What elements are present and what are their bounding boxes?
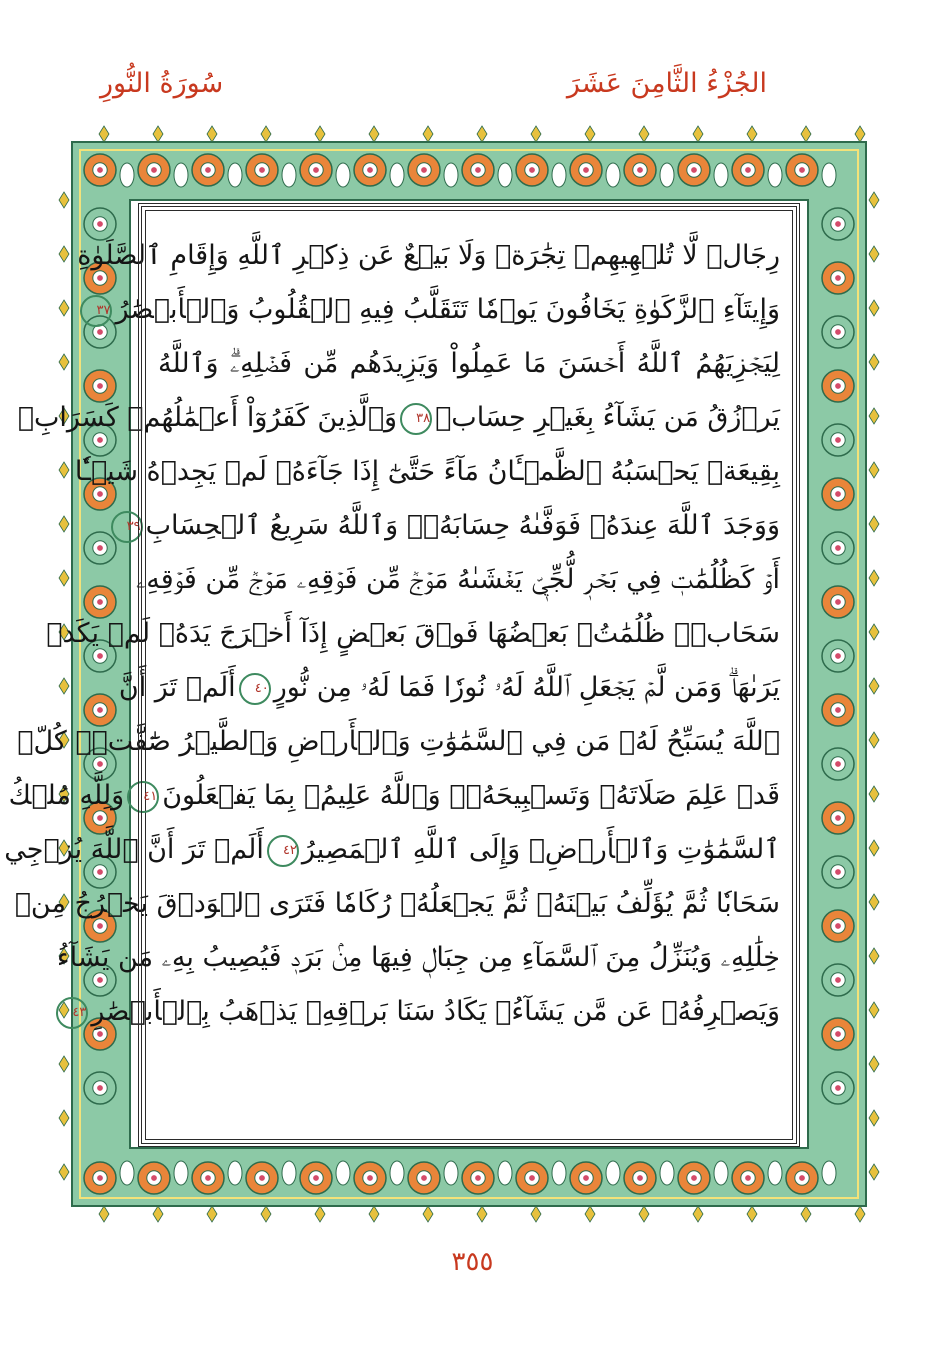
verse-text: وَلِلَّهِ مُلۡكُ (8, 780, 125, 811)
verse-text: وَوَجَدَ ٱللَّهَ عِندَهُۥ فَوَفَّىٰهُ حِسَابَهُۥۗ وَٱللَّهُ سَرِيعُ ٱلۡحِسَابِ (145, 510, 780, 541)
ayah-number-marker: ٤١ (127, 781, 159, 813)
verse-line (136, 553, 780, 607)
verse-line (17, 391, 780, 445)
verse-panel (4, 210, 793, 1140)
verse-line (4, 823, 780, 877)
verse-text: ٱلسَّمَٰوَٰتِ وَٱلۡأَرۡضِۖ وَإِلَى ٱللَّهِ ٱلۡمَصِيرُ (301, 834, 780, 865)
verse-text: وَٱلَّذِينَ كَفَرُوٓاْ أَعۡمَٰلُهُمۡ كَسَرَابِۭ (17, 402, 398, 433)
ayah-number-marker: ٣٧ (80, 295, 112, 327)
verse-line (56, 931, 780, 985)
ayah-number-marker: ٣٨ (400, 403, 432, 435)
ayah-number-marker: ٤٢ (267, 835, 299, 867)
verse-line (8, 769, 780, 823)
verse-text: أَوۡ كَظُلُمَٰتٖ فِي بَحۡرٖ لُّجِّيّٖ يَغۡشَىٰهُ مَوۡجٞ مِّن فَوۡقِهِۦ مَوۡجٞ مِّن فَوۡقِهِۦ (136, 564, 780, 595)
verse-text: وَإِيتَآءِ ٱلزَّكَوٰةِ يَخَافُونَ يَوۡمٗا تَتَقَلَّبُ فِيهِ ٱلۡقُلُوبُ وَٱلۡأَبۡصَٰرُ (115, 294, 780, 325)
verse-line (118, 661, 780, 715)
surah-title: سُورَةُ النُّورِ (100, 68, 224, 99)
verse-text: بِقِيعَةٖ يَحۡسَبُهُ ٱلظَّمۡـَٔانُ مَآءً حَتَّىٰٓ إِذَا جَآءَهُۥ لَمۡ يَجِدۡهُ شَيۡـٔٗا (74, 456, 780, 487)
verse-text: أَلَمۡ تَرَ أَنَّ (118, 672, 236, 703)
verse-line (158, 337, 780, 391)
verse-text: ٱللَّهَ يُسَبِّحُ لَهُۥ مَن فِي ٱلسَّمَٰوَٰتِ وَٱلۡأَرۡضِ وَٱلطَّيۡرُ صَٰٓفَّٰتٖۖ كُلّٞ (17, 726, 780, 757)
ayah-number-marker: ٤٠ (239, 673, 271, 705)
verse-text: أَلَمۡ تَرَ أَنَّ ٱللَّهَ يُزۡجِي (4, 834, 264, 865)
verse-line (126, 499, 780, 553)
verse-text: رِجَالٞ لَّا تُلۡهِيهِمۡ تِجَٰرَةٞ وَلَا بَيۡعٌ عَن ذِكۡرِ ٱللَّهِ وَإِقَامِ ٱلصَّلَوٰةِ (77, 240, 780, 271)
verse-text: يَرَىٰهَاۗ وَمَن لَّمۡ يَجۡعَلِ ٱللَّهُ لَهُۥ نُورٗا فَمَا لَهُۥ مِن نُّورٍ (273, 672, 780, 703)
verse-line (14, 877, 780, 931)
page-number: ٣٥٥ (451, 1247, 494, 1277)
verse-text: قَدۡ عَلِمَ صَلَاتَهُۥ وَتَسۡبِيحَهُۥۗ وَٱللَّهُ عَلِيمُۢ بِمَا يَفۡعَلُونَ (162, 780, 780, 811)
verse-line (96, 283, 780, 337)
verse-line (17, 715, 780, 769)
verse-text: لِيَجۡزِيَهُمُ ٱللَّهُ أَحۡسَنَ مَا عَمِلُواْ وَيَزِيدَهُم مِّن فَضۡلِهِۦۗ وَٱللَّهُ (158, 348, 780, 379)
verse-text: وَيَصۡرِفُهُۥ عَن مَّن يَشَآءُۖ يَكَادُ سَنَا بَرۡقِهِۦ يَذۡهَبُ بِٱلۡأَبۡصَٰرِ (91, 996, 780, 1027)
verse-text: يَرۡزُقُ مَن يَشَآءُ بِغَيۡرِ حِسَابٖ (435, 402, 780, 433)
ayah-number-marker: ٣٩ (111, 511, 143, 543)
verse-line (74, 445, 780, 499)
verse-text: سَحَابٞۚ ظُلُمَٰتُۢ بَعۡضُهَا فَوۡقَ بَعۡضٍ إِذَآ أَخۡرَجَ يَدَهُۥ لَمۡ يَكَدۡ (46, 618, 780, 649)
juz-title: الجُزْءُ الثَّامِنَ عَشَرَ (566, 68, 767, 99)
verse-text: خِلَٰلِهِۦ وَيُنَزِّلُ مِنَ ٱلسَّمَآءِ مِن جِبَالٖ فِيهَا مِنۢ بَرَدٖ فَيُصِيبُ بِهِۦ مَن يَشَآءُ (56, 942, 780, 973)
verse-line (46, 607, 780, 661)
ayah-number-marker: ٤٣ (56, 997, 88, 1029)
verse-text: سَحَابٗا ثُمَّ يُؤَلِّفُ بَيۡنَهُۥ ثُمَّ يَجۡعَلُهُۥ رُكَامٗا فَتَرَى ٱلۡوَدۡقَ يَخۡرُجُ مِنۡ (14, 888, 780, 919)
verse-line (77, 229, 780, 283)
verse-line (72, 985, 780, 1039)
